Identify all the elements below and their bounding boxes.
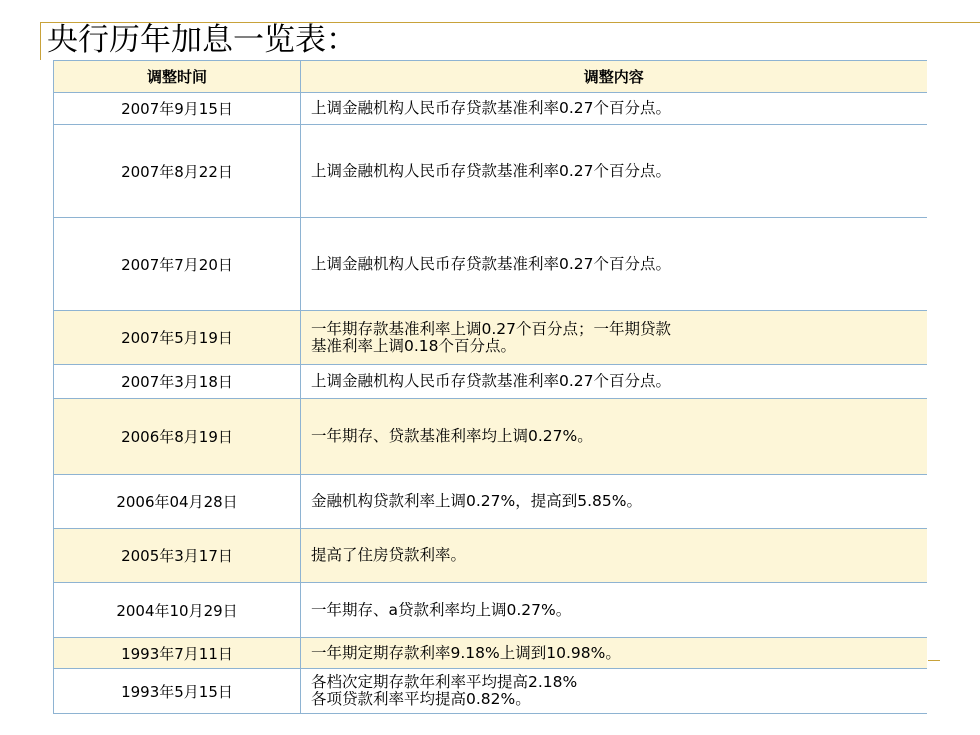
row-date: 2006年8月19日 [54, 399, 301, 475]
row-date: 2004年10月29日 [54, 583, 301, 638]
row-content: 上调金融机构人民币存贷款基准利率0.27个百分点。 [301, 125, 927, 218]
row-date: 2007年8月22日 [54, 125, 301, 218]
row-content: 一年期存、贷款基准利率均上调0.27%。 [301, 399, 927, 475]
row-content: 上调金融机构人民币存贷款基准利率0.27个百分点。 [301, 93, 927, 125]
row-date: 2007年7月20日 [54, 218, 301, 311]
table-row [54, 475, 927, 529]
row-content: 一年期存款基准利率上调0.27个百分点；一年期贷款 基准利率上调0.18个百分点。 [301, 311, 927, 365]
row-content: 一年期定期存款利率9.18%上调到10.98%。 [301, 638, 927, 669]
right-edge-tick [928, 660, 940, 661]
table-row [54, 365, 927, 399]
row-content: 上调金融机构人民币存贷款基准利率0.27个百分点。 [301, 218, 927, 311]
column-header-date: 调整时间 [54, 61, 301, 93]
row-date: 2007年9月15日 [54, 93, 301, 125]
row-date: 2006年04月28日 [54, 475, 301, 529]
row-content: 各档次定期存款年利率平均提高2.18% 各项贷款利率平均提高0.82%。 [301, 669, 927, 714]
rate-hike-table [53, 60, 927, 714]
row-content: 一年期存、a贷款利率均上调0.27%。 [301, 583, 927, 638]
page-title: 央行历年加息一览表： [47, 22, 357, 58]
table-row [54, 399, 927, 475]
table-header-row [54, 61, 927, 93]
row-date: 1993年5月15日 [54, 669, 301, 714]
row-date: 1993年7月11日 [54, 638, 301, 669]
table-row [54, 529, 927, 583]
row-date: 2007年3月18日 [54, 365, 301, 399]
table-row [54, 125, 927, 218]
row-date: 2007年5月19日 [54, 311, 301, 365]
column-header-content: 调整内容 [301, 61, 927, 93]
row-date: 2005年3月17日 [54, 529, 301, 583]
title-left-rule [40, 22, 41, 60]
table-row [54, 311, 927, 365]
row-content: 提高了住房贷款利率。 [301, 529, 927, 583]
row-content: 上调金融机构人民币存贷款基准利率0.27个百分点。 [301, 365, 927, 399]
table-row [54, 218, 927, 311]
row-content: 金融机构贷款利率上调0.27%，提高到5.85%。 [301, 475, 927, 529]
table-row [54, 638, 927, 669]
table-row [54, 669, 927, 714]
table-row [54, 93, 927, 125]
table-row [54, 583, 927, 638]
